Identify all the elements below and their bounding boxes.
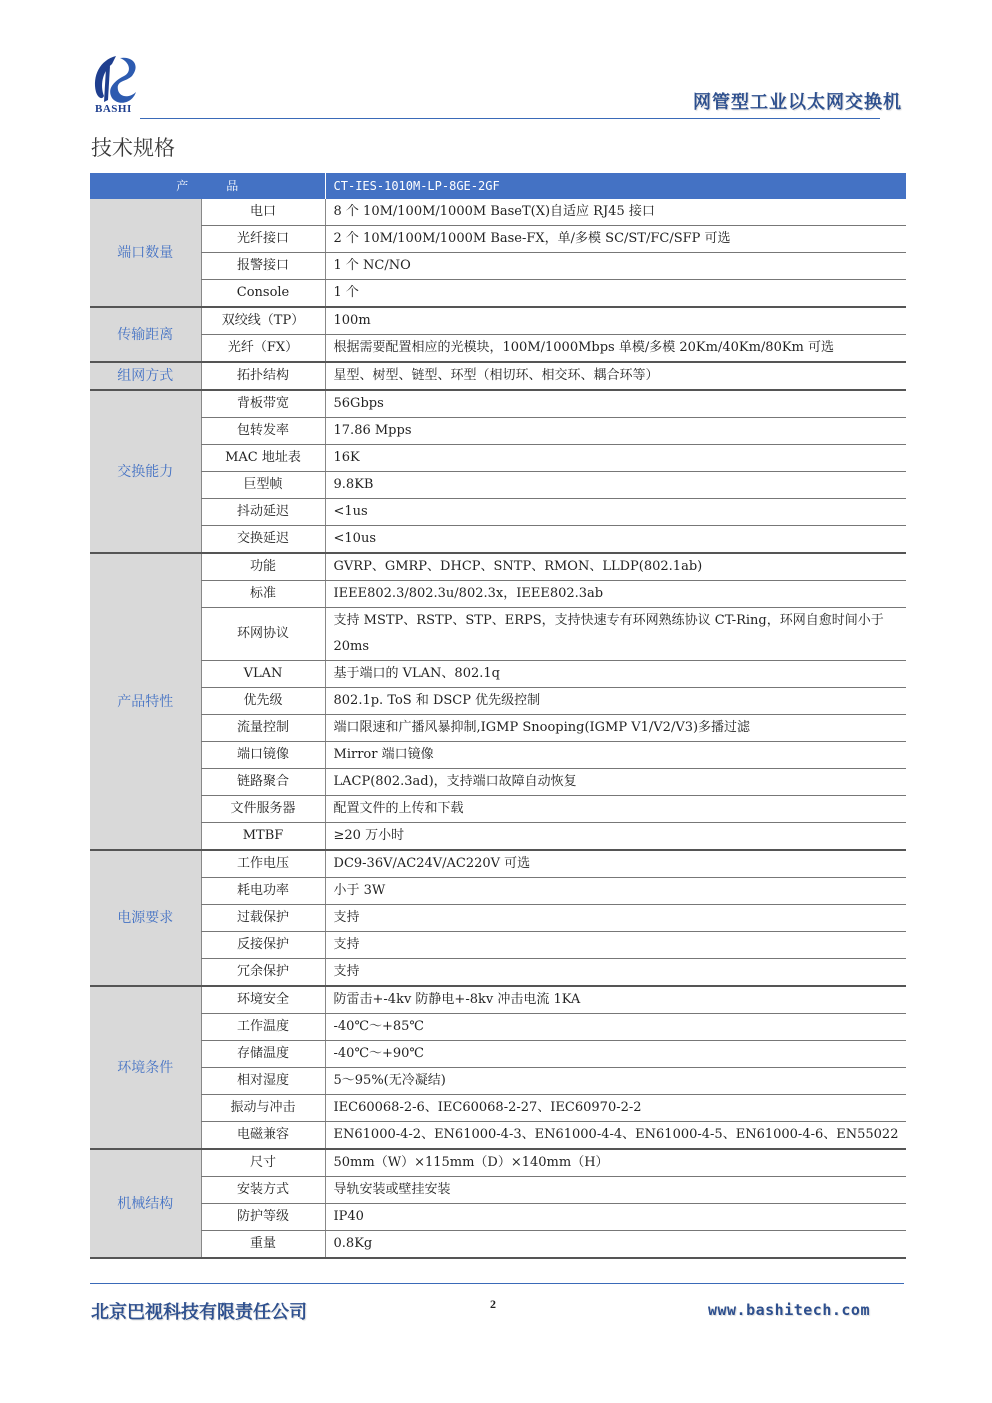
group-label: 传输距离 — [90, 307, 201, 362]
spec-label: 振动与冲击 — [201, 1095, 325, 1122]
spec-label: 标准 — [201, 581, 325, 608]
product-label: 产品 — [90, 173, 325, 199]
spec-label: 安装方式 — [201, 1177, 325, 1204]
table-row — [90, 1204, 906, 1231]
spec-table-body — [90, 173, 906, 1258]
spec-value: 支持 MSTP、RSTP、STP、ERPS，支持快速专有环网熟练协议 CT-Ring，环网自愈时间小于 20ms — [325, 608, 906, 661]
spec-label: 电口 — [201, 199, 325, 226]
table-row — [90, 526, 906, 554]
spec-label: 环境安全 — [201, 986, 325, 1014]
spec-label: 包转发率 — [201, 418, 325, 445]
spec-label: 文件服务器 — [201, 796, 325, 823]
spec-label: 光纤接口 — [201, 226, 325, 253]
spec-value: 9.8KB — [325, 472, 906, 499]
group-label: 环境条件 — [90, 986, 201, 1149]
spec-value: 小于 3W — [325, 878, 906, 905]
table-row — [90, 661, 906, 688]
spec-label: 防护等级 — [201, 1204, 325, 1231]
spec-table — [90, 173, 906, 1259]
spec-value: IEEE802.3/802.3u/802.3x，IEEE802.3ab — [325, 581, 906, 608]
spec-label: 优先级 — [201, 688, 325, 715]
table-row — [90, 878, 906, 905]
header-title: 网管型工业以太网交换机 — [693, 92, 902, 113]
spec-label: 功能 — [201, 553, 325, 581]
spec-value: -40℃～+90℃ — [325, 1041, 906, 1068]
spec-value: 配置文件的上传和下载 — [325, 796, 906, 823]
spec-value: DC9-36V/AC24V/AC220V 可选 — [325, 850, 906, 878]
table-row — [90, 1177, 906, 1204]
group-label: 组网方式 — [90, 362, 201, 390]
spec-label: 冗余保护 — [201, 959, 325, 987]
table-row — [90, 199, 906, 226]
spec-value: 5～95%(无冷凝结) — [325, 1068, 906, 1095]
logo-wordmark: BASHI — [95, 103, 132, 115]
spec-label: 抖动延迟 — [201, 499, 325, 526]
product-value: CT-IES-1010M-LP-8GE-2GF — [325, 173, 906, 199]
table-row — [90, 362, 906, 390]
table-row — [90, 280, 906, 308]
spec-value: 基于端口的 VLAN、802.1q — [325, 661, 906, 688]
group-label: 产品特性 — [90, 553, 201, 850]
table-row — [90, 335, 906, 363]
spec-value: GVRP、GMRP、DHCP、SNTP、RMON、LLDP(802.1ab) — [325, 553, 906, 581]
group-label: 电源要求 — [90, 850, 201, 986]
table-header-row — [90, 173, 906, 199]
group-label: 交换能力 — [90, 390, 201, 553]
spec-label: 流量控制 — [201, 715, 325, 742]
spec-value: 星型、树型、链型、环型（相切环、相交环、耦合环等） — [325, 362, 906, 390]
table-row — [90, 715, 906, 742]
spec-value: 根据需要配置相应的光模块，100M/1000Mbps 单模/多模 20Km/40Km/80Km 可选 — [325, 335, 906, 363]
spec-value: 8 个 10M/100M/1000M BaseT(X)自适应 RJ45 接口 — [325, 199, 906, 226]
spec-value: -40℃～+85℃ — [325, 1014, 906, 1041]
table-row — [90, 608, 906, 661]
table-row — [90, 499, 906, 526]
footer-divider — [90, 1283, 904, 1284]
spec-label: 交换延迟 — [201, 526, 325, 554]
table-row — [90, 986, 906, 1014]
spec-label: MAC 地址表 — [201, 445, 325, 472]
spec-value: 802.1p. ToS 和 DSCP 优先级控制 — [325, 688, 906, 715]
table-row — [90, 307, 906, 335]
group-label: 端口数量 — [90, 199, 201, 307]
spec-value: 1 个 NC/NO — [325, 253, 906, 280]
spec-label: 光纤（FX） — [201, 335, 325, 363]
spec-value: 1 个 — [325, 280, 906, 308]
spec-label: MTBF — [201, 823, 325, 851]
page-number: 2 — [490, 1297, 496, 1311]
spec-value: 支持 — [325, 905, 906, 932]
spec-label: Console — [201, 280, 325, 308]
table-row — [90, 823, 906, 851]
spec-label: 背板带宽 — [201, 390, 325, 418]
table-row — [90, 796, 906, 823]
spec-label: 双绞线（TP） — [201, 307, 325, 335]
table-row — [90, 1231, 906, 1259]
spec-value: 支持 — [325, 932, 906, 959]
spec-label: 报警接口 — [201, 253, 325, 280]
spec-value: ≥20 万小时 — [325, 823, 906, 851]
table-row — [90, 850, 906, 878]
table-row — [90, 742, 906, 769]
table-row — [90, 581, 906, 608]
group-label: 机械结构 — [90, 1149, 201, 1258]
section-title: 技术规格 — [91, 136, 175, 160]
spec-value: <10us — [325, 526, 906, 554]
spec-value: EN61000-4-2、EN61000-4-3、EN61000-4-4、EN61000-4-5、EN61000-4-6、EN55022 — [325, 1122, 906, 1150]
spec-value: IP40 — [325, 1204, 906, 1231]
spec-value: 50mm（W）×115mm（D）×140mm（H） — [325, 1149, 906, 1177]
spec-value: 导轨安装或壁挂安装 — [325, 1177, 906, 1204]
table-row — [90, 1122, 906, 1150]
header-divider — [140, 118, 880, 119]
table-row — [90, 553, 906, 581]
spec-value: 端口限速和广播风暴抑制,IGMP Snooping(IGMP V1/V2/V3)多播过滤 — [325, 715, 906, 742]
table-row — [90, 253, 906, 280]
spec-label: 反接保护 — [201, 932, 325, 959]
spec-label: 拓扑结构 — [201, 362, 325, 390]
spec-value: 16K — [325, 445, 906, 472]
spec-label: 巨型帧 — [201, 472, 325, 499]
spec-label: 尺寸 — [201, 1149, 325, 1177]
table-row — [90, 959, 906, 987]
spec-value: 防雷击+-4kv 防静电+-8kv 冲击电流 1KA — [325, 986, 906, 1014]
spec-label: 过载保护 — [201, 905, 325, 932]
spec-value: 0.8Kg — [325, 1231, 906, 1259]
spec-value: 17.86 Mpps — [325, 418, 906, 445]
table-row — [90, 688, 906, 715]
spec-value: 100m — [325, 307, 906, 335]
table-row — [90, 905, 906, 932]
spec-label: 耗电功率 — [201, 878, 325, 905]
table-row — [90, 226, 906, 253]
footer-url: www.bashitech.com — [707, 1301, 870, 1319]
spec-value: IEC60068-2-6、IEC60068-2-27、IEC60970-2-2 — [325, 1095, 906, 1122]
spec-label: 环网协议 — [201, 608, 325, 661]
table-row — [90, 1095, 906, 1122]
spec-label: 相对湿度 — [201, 1068, 325, 1095]
table-row — [90, 1041, 906, 1068]
spec-label: 端口镜像 — [201, 742, 325, 769]
spec-value: 56Gbps — [325, 390, 906, 418]
spec-value: Mirror 端口镜像 — [325, 742, 906, 769]
table-row — [90, 445, 906, 472]
table-row — [90, 390, 906, 418]
spec-value: <1us — [325, 499, 906, 526]
table-row — [90, 932, 906, 959]
spec-label: 电磁兼容 — [201, 1122, 325, 1150]
spec-label: VLAN — [201, 661, 325, 688]
table-row — [90, 1068, 906, 1095]
spec-label: 工作温度 — [201, 1014, 325, 1041]
table-row — [90, 1149, 906, 1177]
spec-label: 链路聚合 — [201, 769, 325, 796]
spec-value: LACP(802.3ad)，支持端口故障自动恢复 — [325, 769, 906, 796]
spec-value: 支持 — [325, 959, 906, 987]
spec-label: 存储温度 — [201, 1041, 325, 1068]
spec-label: 工作电压 — [201, 850, 325, 878]
table-row — [90, 472, 906, 499]
footer-company: 北京巴视科技有限责任公司 — [91, 1302, 307, 1323]
table-row — [90, 769, 906, 796]
spec-label: 重量 — [201, 1231, 325, 1259]
table-row — [90, 1014, 906, 1041]
spec-value: 2 个 10M/100M/1000M Base-FX，单/多模 SC/ST/FC/SFP 可选 — [325, 226, 906, 253]
table-row — [90, 418, 906, 445]
